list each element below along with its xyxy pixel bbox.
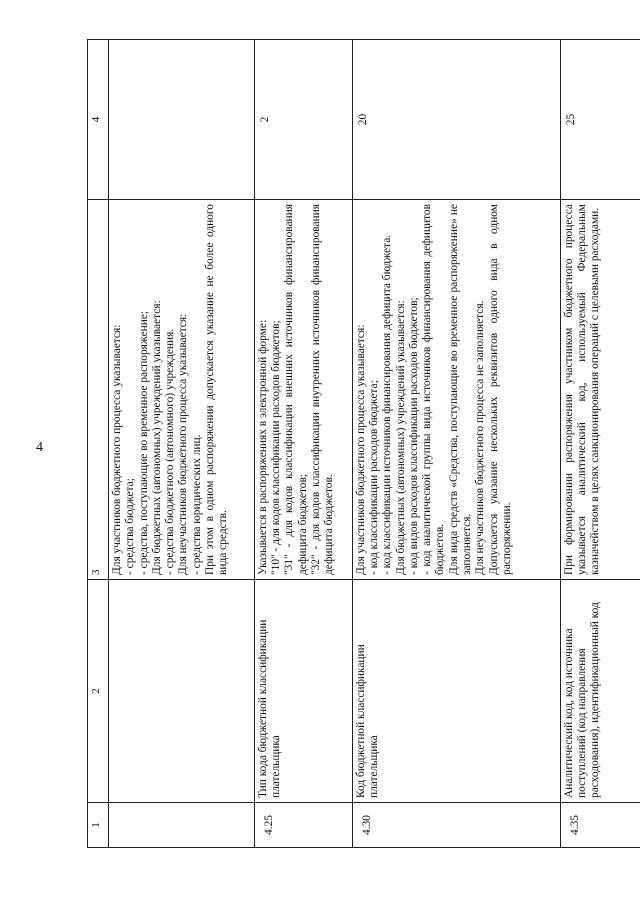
desc-line: При этом в одном распоряжении допускается указание не более одного вида средств. xyxy=(204,204,230,575)
row-name: Код бюджетной классификации плательщика xyxy=(352,580,560,803)
desc-line: "10" - для кодов классификации расходов бюджетов; xyxy=(269,320,282,575)
desc-line: Для бюджетных (автономных) учреждений указывается: xyxy=(394,300,407,575)
rotated-table-frame xyxy=(87,68,640,848)
desc-line: - средства бюджетного (автономного) учреждения. xyxy=(164,328,177,575)
desc-line: - код классификации расходов бюджета; xyxy=(367,380,380,575)
page-number: 4 xyxy=(36,440,43,455)
desc-line: Для вида средств «Средства, поступающие во временное распоряжение» не заполняется. xyxy=(447,204,474,575)
row-name: Аналитический код, код источника поступлений (код направления расходования), идентификационный код xyxy=(560,580,640,803)
table-row xyxy=(560,40,640,848)
requisites-table xyxy=(87,39,640,848)
table-row xyxy=(109,40,255,848)
row-name: Тип кода бюджетной классификации плательщика xyxy=(254,580,352,803)
row-size: 25 xyxy=(560,40,640,200)
desc-line: Допускается указание нескольких реквизитов одного вида в одном распоряжении. xyxy=(487,204,513,575)
row-size xyxy=(109,40,255,200)
desc-line: - средства бюджета; xyxy=(124,478,137,575)
table-row xyxy=(254,40,352,848)
table-row xyxy=(352,40,560,848)
desc-line: Для участников бюджетного процесса указывается: xyxy=(111,324,123,575)
desc-line: Для неучастников бюджетного процесса указывается: xyxy=(177,313,190,575)
desc-line: Указывается в распоряжениях в электронной форме: xyxy=(256,319,269,575)
row-number: 4.35 xyxy=(560,803,640,848)
row-number xyxy=(109,803,255,848)
desc-line: - код классификации источников финансирования дефицита бюджета. xyxy=(381,234,394,575)
header-col-2: 2 xyxy=(88,580,109,803)
row-description xyxy=(109,200,255,580)
row-description xyxy=(560,200,640,580)
rotated-table xyxy=(87,68,640,848)
desc-line: Для бюджетных (автономных) учреждений указывается: xyxy=(150,300,163,575)
desc-line: - средства, поступающие во временное распоряжение; xyxy=(137,310,150,575)
desc-line: - код аналитической группы вида источников финансирования дефицитов бюджетов. xyxy=(421,204,447,575)
row-size: 2 xyxy=(254,40,352,200)
desc-line: При формировании распоряжения участником бюджетного процесса указывается аналитический код, используемый Федеральным казначейством в целях санкционирования операций с целевыми расходами. xyxy=(562,204,602,575)
desc-line: - код видов расходов классификации расходов бюджетов; xyxy=(407,297,420,575)
row-description xyxy=(352,200,560,580)
header-col-1: 1 xyxy=(88,803,109,848)
header-row xyxy=(88,40,109,848)
header-col-3: 3 xyxy=(88,200,109,580)
header-col-4: 4 xyxy=(88,40,109,200)
desc-line: Для участников бюджетного процесса указывается: xyxy=(354,324,367,575)
desc-line: Для неучастников бюджетного процесса не заполняется. xyxy=(474,300,487,575)
desc-line: "32" - для кодов классификации внутренних источников финансирования дефицита бюджетов. xyxy=(309,204,336,575)
row-number: 4.25 xyxy=(254,803,352,848)
desc-line: - средства юридических лиц. xyxy=(190,434,203,575)
row-number: 4.30 xyxy=(352,803,560,848)
row-size: 20 xyxy=(352,40,560,200)
row-name xyxy=(109,580,255,803)
row-description xyxy=(254,200,352,580)
desc-line: "31" - для кодов классификации внешних источников финансирования дефицита бюджетов; xyxy=(283,204,309,575)
